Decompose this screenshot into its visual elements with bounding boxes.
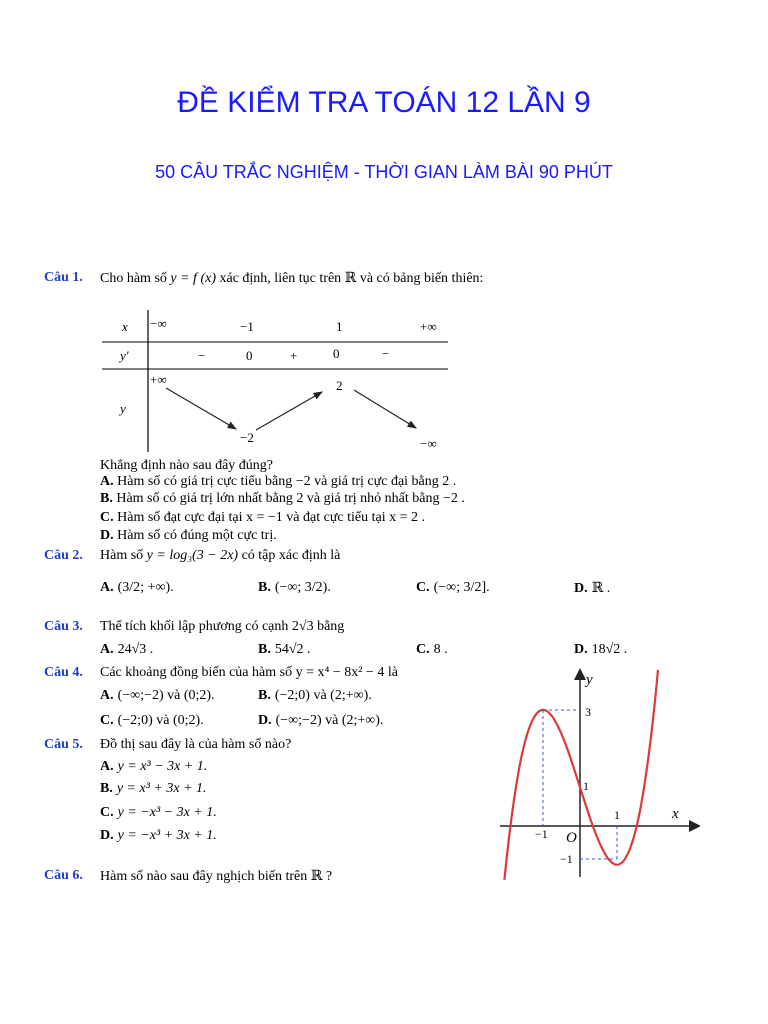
q1-label: Câu 1. — [44, 270, 83, 285]
page-subtitle: 50 CÂU TRẮC NGHIỆM - THỜI GIAN LÀM BÀI 90 PHÚT — [155, 162, 613, 182]
q4-option-a[interactable]: A. (−∞;−2) và (0;2). — [100, 688, 215, 703]
q2-option-a[interactable]: A. (3/2; +∞). — [100, 580, 174, 595]
q4-option-c[interactable]: C. (−2;0) và (0;2). — [100, 713, 204, 728]
q3-option-b[interactable]: B. 54√2 . — [258, 642, 311, 657]
dy-val-1: 0 — [246, 348, 253, 363]
q2-stem: Hàm số y = log₃(3 − 2x) có tập xác định là — [100, 548, 341, 563]
q5-label: Câu 5. — [44, 737, 83, 752]
q5-stem: Đồ thị sau đây là của hàm số nào? — [100, 737, 292, 752]
q1-stem-post: và có bảng biến thiên: — [359, 271, 484, 286]
row-label-y: y — [120, 401, 126, 416]
q1-option-b[interactable]: B. Hàm số có giá trị lớn nhất bằng 2 và giá trị nhỏ nhất bằng −2 . — [100, 491, 465, 506]
x-val-1: −1 — [240, 319, 254, 334]
dy-val-0: − — [198, 348, 206, 363]
q2-option-b[interactable]: B. (−∞; 3/2). — [258, 580, 331, 595]
q1-option-d[interactable]: D. Hàm số có đúng một cực trị. — [100, 528, 277, 543]
q4-stem: Các khoảng đồng biến của hàm số y = x⁴ − 8x² − 4 là — [100, 665, 398, 680]
q1-prompt: Khẳng định nào sau đây đúng? — [100, 458, 274, 473]
x-val-0: −∞ — [150, 316, 167, 331]
x-val-3: +∞ — [420, 319, 437, 334]
label-yneg1: −1 — [560, 852, 573, 866]
row-label-dy: y′ — [120, 348, 129, 363]
dy-val-4: − — [382, 346, 390, 361]
label-y3: 3 — [585, 705, 591, 719]
label-xneg1: −1 — [535, 827, 548, 841]
cubic-curve — [504, 670, 658, 880]
q5-option-b[interactable]: B. y = x³ + 3x + 1. — [100, 781, 207, 796]
q5-option-d[interactable]: D. y = −x³ + 3x + 1. — [100, 828, 217, 843]
x-val-2: 1 — [336, 319, 343, 334]
q1-stem-fn: y = f (x) — [170, 271, 216, 286]
arrow-down-1 — [166, 388, 236, 429]
arrow-up — [256, 392, 322, 430]
q4-label: Câu 4. — [44, 665, 83, 680]
origin-label: O — [566, 830, 577, 846]
q3-option-d[interactable]: D. 18√2 . — [574, 642, 628, 657]
dy-val-2: + — [290, 348, 298, 363]
q1-stem — [100, 270, 483, 287]
y-axis-label: y — [586, 672, 593, 688]
function-graph — [490, 662, 700, 882]
page-title: ĐỀ KIỂM TRA TOÁN 12 LẦN 9 — [177, 86, 591, 119]
q1-option-c[interactable]: C. Hàm số đạt cực đại tại x = −1 và đạt cực tiểu tại x = 2 . — [100, 510, 426, 525]
label-x1: 1 — [614, 808, 620, 822]
y-val-1: −2 — [240, 430, 254, 445]
q1-stem-pre: Cho hàm số — [100, 271, 167, 286]
q2-label: Câu 2. — [44, 548, 83, 563]
dy-val-3: 0 — [333, 346, 340, 361]
label-y1: 1 — [583, 779, 589, 793]
q1-stem-set: ℝ — [344, 271, 357, 286]
y-val-0: +∞ — [150, 372, 167, 387]
q3-option-a[interactable]: A. 24√3 . — [100, 642, 154, 657]
q1-option-a[interactable]: A. Hàm số có giá trị cực tiểu bằng −2 và giá trị cực đại bằng 2 . — [100, 474, 457, 489]
q2-stem-fn: y = log₃(3 − 2x) — [146, 548, 239, 563]
q4-option-d[interactable]: D. (−∞;−2) và (2;+∞). — [258, 713, 384, 728]
arrow-down-2 — [354, 390, 416, 428]
variation-table — [100, 306, 450, 456]
q2-option-d[interactable]: D. ℝ . — [574, 581, 611, 596]
q1-stem-mid: xác định, liên tục trên — [219, 271, 342, 286]
q6-stem: Hàm số nào sau đây nghịch biến trên ℝ ? — [100, 869, 333, 884]
q5-option-c[interactable]: C. y = −x³ − 3x + 1. — [100, 805, 217, 820]
q3-label: Câu 3. — [44, 619, 83, 634]
y-val-3: −∞ — [420, 436, 437, 451]
q4-option-b[interactable]: B. (−2;0) và (2;+∞). — [258, 688, 372, 703]
q3-option-c[interactable]: C. 8 . — [416, 642, 448, 657]
q6-label: Câu 6. — [44, 868, 83, 883]
q2-option-c[interactable]: C. (−∞; 3/2]. — [416, 580, 490, 595]
q5-option-a[interactable]: A. y = x³ − 3x + 1. — [100, 759, 208, 774]
x-axis-label: x — [672, 806, 679, 822]
q3-stem: Thể tích khối lập phương có cạnh 2√3 bằng — [100, 619, 345, 634]
row-label-x: x — [122, 319, 128, 334]
y-val-2: 2 — [336, 378, 343, 393]
